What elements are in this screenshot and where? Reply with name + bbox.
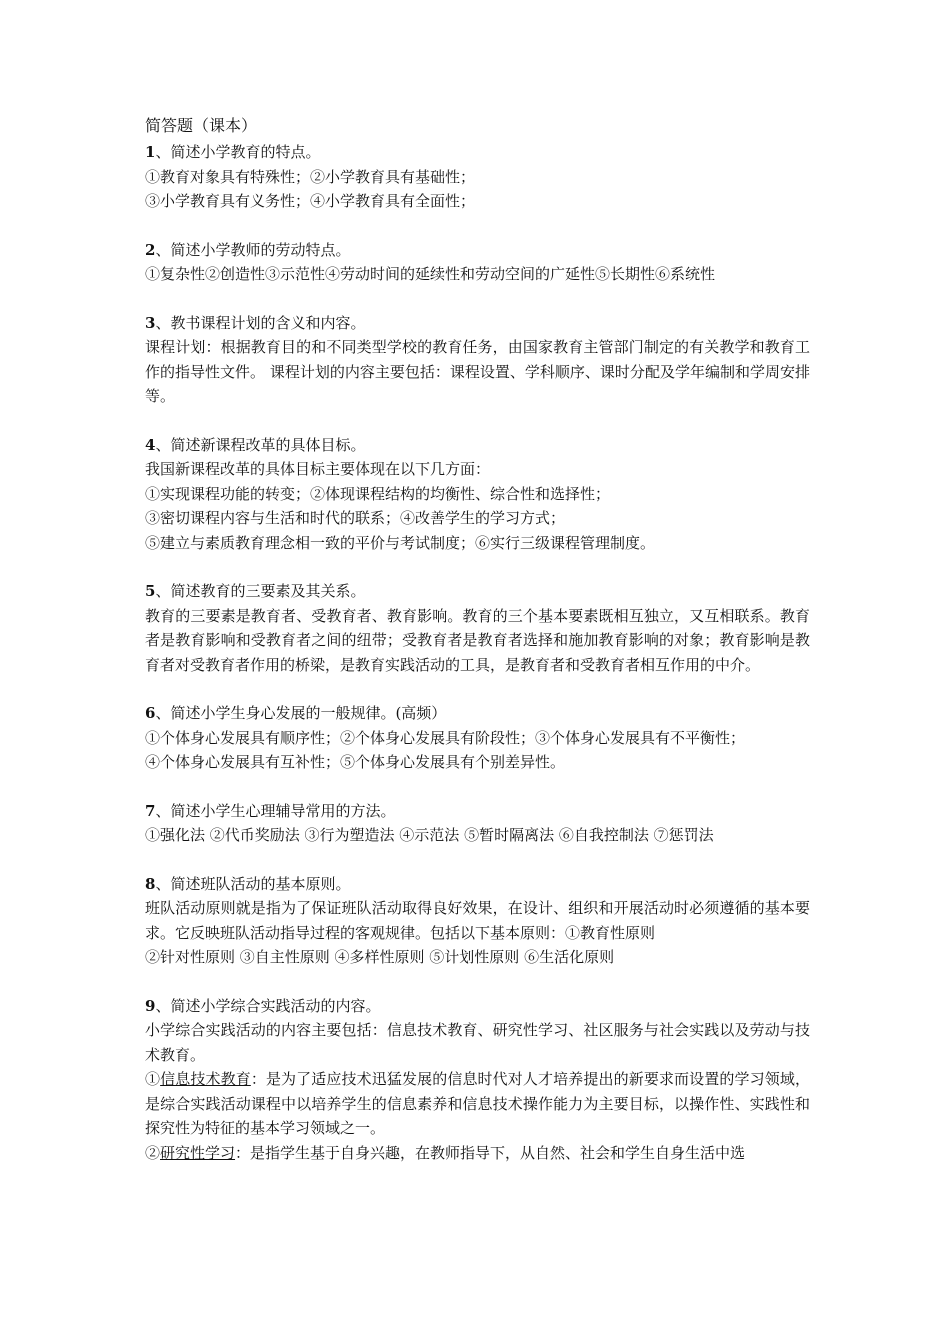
question-number: 8: [145, 874, 156, 893]
question-heading: [145, 140, 810, 165]
question-number: 7: [145, 801, 156, 820]
answer-paragraph: 课程计划：根据教育目的和不同类型学校的教育任务，由国家教育主管部门制定的有关教学和教育工作的指导性文件。 课程计划的内容主要包括：课程设置、学科顺序、课时分配及学年编制和学周安排等。: [145, 338, 810, 405]
question-6: [145, 701, 810, 775]
question-text: 、简述小学生心理辅导常用的方法。: [155, 801, 396, 820]
question-number: 2: [145, 240, 156, 259]
answer-line: ④个体身心发展具有互补性；⑤个体身心发展具有个别差异性。: [145, 753, 566, 771]
question-text: 、简述小学综合实践活动的内容。: [155, 996, 381, 1015]
question-8: [145, 872, 810, 970]
answer-line: ①复杂性②创造性③示范性④劳动时间的延续性和劳动空间的广延性⑤长期性⑥系统性: [145, 265, 716, 283]
question-heading: [145, 433, 810, 458]
question-text: 、简述小学教育的特点。: [155, 143, 321, 161]
question-heading: [145, 799, 810, 824]
question-number: 5: [145, 582, 156, 600]
answer-paragraph: 教育的三要素是教育者、受教育者、教育影响。教育的三个基本要素既相互独立，又互相联系。教育者是教育影响和受教育者之间的纽带；受教育者是教育者选择和施加教育影响的对象；教育影响是教育者对受教育者作用的桥梁，是教育实践活动的工具，是教育者和受教育者相互作用的中介。: [145, 606, 810, 674]
answer-paragraph: 小学综合实践活动的内容主要包括：信息技术教育、研究性学习、社区服务与社会实践以及劳动与技术教育。: [145, 1021, 810, 1064]
question-heading: [145, 579, 810, 604]
question-1: [145, 140, 810, 214]
answer-paragraph: 班队活动原则就是指为了保证班队活动取得良好效果，在设计、组织和开展活动时必须遵循的基本要求。它反映班队活动指导过程的客观规律。包括以下基本原则：①教育性原则: [145, 899, 810, 942]
answer-item: [145, 1067, 810, 1141]
question-4: [145, 433, 810, 556]
answer-line: ③小学教育具有义务性；④小学教育具有全面性；: [145, 192, 476, 210]
answer-line: ①个体身心发展具有顺序性；②个体身心发展具有阶段性；③个体身心发展具有不平衡性；: [145, 728, 746, 747]
item-text: ：是指学生基于自身兴趣，在教师指导下，从自然、社会和学生自身生活中选: [235, 1143, 746, 1162]
question-heading: [145, 701, 810, 726]
document-title: 简答题（课本）: [145, 116, 258, 135]
question-text: 、简述新课程改革的具体目标。: [155, 435, 366, 454]
question-text: 、简述班队活动的基本原则。: [155, 874, 351, 893]
answer-line: 我国新课程改革的具体目标主要体现在以下几方面：: [145, 460, 491, 478]
question-heading: [145, 994, 810, 1019]
item-marker: ②: [145, 1143, 161, 1162]
question-number: 9: [145, 996, 156, 1015]
question-heading: [145, 311, 810, 336]
question-text: 、简述小学生身心发展的一般规律。(高频）: [155, 704, 447, 722]
answer-line: ①实现课程功能的转变；②体现课程结构的均衡性、综合性和选择性；: [145, 484, 611, 503]
question-number: 3: [145, 313, 156, 332]
answer-line: ②针对性原则 ③自主性原则 ④多样性原则 ⑤计划性原则 ⑥生活化原则: [145, 948, 615, 966]
question-text: 、教书课程计划的含义和内容。: [155, 313, 366, 332]
question-text: 、简述教育的三要素及其关系。: [155, 582, 366, 600]
question-3: [145, 311, 810, 409]
question-number: 4: [145, 435, 156, 454]
question-9: [145, 994, 810, 1166]
question-heading: [145, 872, 810, 897]
question-heading: [145, 238, 810, 263]
question-number: 6: [145, 704, 156, 722]
item-term: 信息技术教育: [160, 1070, 251, 1088]
question-2: [145, 238, 810, 287]
item-term: 研究性学习: [160, 1143, 236, 1162]
answer-line: ①教育对象具有特殊性；②小学教育具有基础性；: [145, 167, 476, 186]
question-7: [145, 799, 810, 848]
question-number: 1: [145, 143, 156, 161]
answer-line: ③密切课程内容与生活和时代的联系；④改善学生的学习方式；: [145, 509, 566, 527]
item-marker: ①: [145, 1070, 161, 1088]
question-5: [145, 579, 810, 677]
item-text: ：是为了适应技术迅猛发展的信息时代对人才培养提出的新要求而设置的学习领域，是综合实践活动课程中以培养学生的信息素养和信息技术操作能力为主要目标，以操作性、实践性和探究性为特征的基本学习领域之一。: [145, 1070, 810, 1137]
question-text: 、简述小学教师的劳动特点。: [155, 240, 351, 259]
answer-item: [145, 1141, 810, 1166]
answer-line: ①强化法 ②代币奖励法 ③行为塑造法 ④示范法 ⑤暂时隔离法 ⑥自我控制法 ⑦惩罚法: [145, 826, 714, 844]
answer-line: ⑤建立与素质教育理念相一致的平价与考试制度；⑥实行三级课程管理制度。: [145, 533, 656, 552]
